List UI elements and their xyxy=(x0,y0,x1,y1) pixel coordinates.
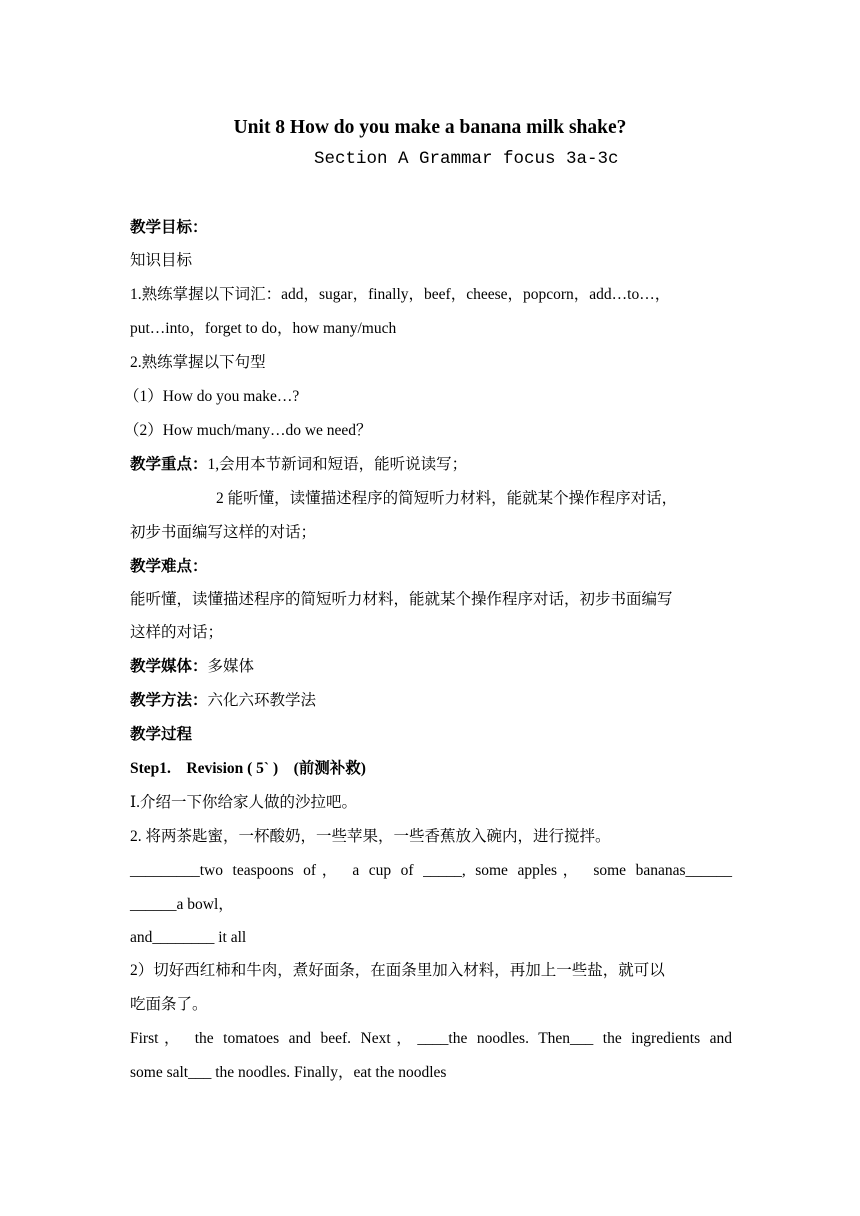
blank-line-2a: First， the tomatoes and beef. Next，____the noodles. Then___ the ingredients and xyxy=(130,1030,732,1047)
objectives-heading: 教学目标： xyxy=(130,219,208,236)
blank-line-1c: and________ it all xyxy=(130,929,247,946)
blank-line-2b: some salt___ the noodles. Finally，eat the noodles xyxy=(130,1064,447,1081)
knowledge-goal: 知识目标 xyxy=(130,252,193,269)
method-label: 教学方法： xyxy=(130,692,208,709)
key-points xyxy=(130,454,732,476)
difficulties-1: 能听懂，读懂描述程序的简短听力材料，能就某个操作程序对话，初步书面编写 xyxy=(130,591,673,608)
vocab-line-1: 1.熟练掌握以下词汇：add，sugar，finally，beef，cheese，popcorn，add…to…， xyxy=(130,286,671,303)
intro-line: Ⅰ.介绍一下你给家人做的沙拉吧。 xyxy=(130,794,357,811)
key-points-2a: 2 能听懂，读懂描述程序的简短听力材料，能就某个操作程序对话， xyxy=(216,490,678,507)
key-points-1: 1,会用本节新词和短语，能听说读写； xyxy=(207,456,468,473)
blank-line-1a: _________two teaspoons of， a cup of _____, some apples， some bananas______ xyxy=(130,862,732,879)
sentence-1: （1）How do you make…? xyxy=(124,388,300,405)
page-subtitle: Section A Grammar focus 3a-3c xyxy=(314,149,619,169)
method xyxy=(130,690,732,712)
item-2: 2. 将两茶匙蜜，一杯酸奶，一些苹果，一些香蕉放入碗内，进行搅拌。 xyxy=(130,828,611,845)
media xyxy=(130,656,732,678)
media-value: 多媒体 xyxy=(207,658,255,675)
process-heading: 教学过程 xyxy=(130,726,193,743)
key-points-2b: 初步书面编写这样的对话； xyxy=(130,524,317,541)
difficulties-2: 这样的对话； xyxy=(130,624,224,641)
page-title: Unit 8 How do you make a banana milk shake? xyxy=(233,117,627,138)
sentence-heading: 2.熟练掌握以下句型 xyxy=(130,354,266,371)
sentence-2: （2）How much/many…do we need？ xyxy=(124,422,372,439)
item-2b-line-1: 2）切好西红柿和牛肉，煮好面条，在面条里加入材料，再加上一些盐，就可以 xyxy=(130,962,665,979)
difficulties-label: 教学难点： xyxy=(130,558,208,575)
method-value: 六化六环教学法 xyxy=(207,692,317,709)
item-2b-line-2: 吃面条了。 xyxy=(130,996,208,1013)
step1-heading: Step1. Revision ( 5` ) (前测补救) xyxy=(130,760,366,777)
blank-line-1b: ______a bowl， xyxy=(130,896,234,913)
vocab-line-2: put…into，forget to do，how many/much xyxy=(130,320,397,337)
key-points-label: 教学重点： xyxy=(130,456,208,473)
media-label: 教学媒体： xyxy=(130,658,208,675)
